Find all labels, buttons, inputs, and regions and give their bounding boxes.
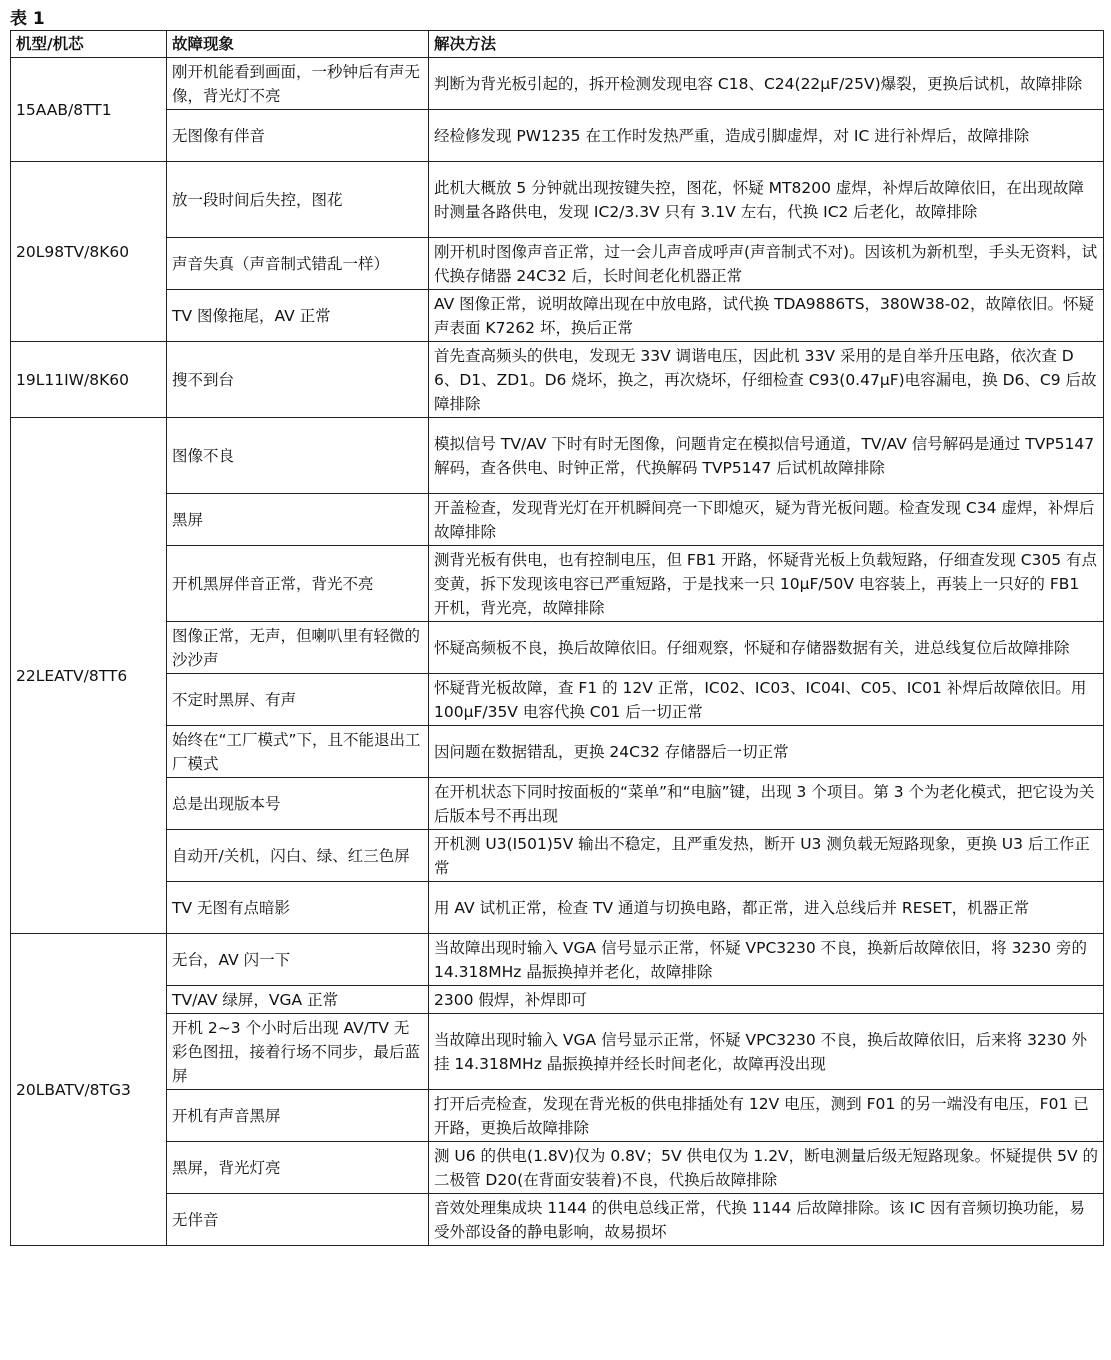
table-row bbox=[11, 622, 1104, 674]
solution-cell: 刚开机时图像声音正常，过一会儿声音成呼声(声音制式不对)。因该机为新机型，手头无资料，试代换存储器 24C32 后，长时间老化机器正常 bbox=[429, 238, 1104, 290]
symptom-cell: 刚开机能看到画面，一秒钟后有声无像，背光灯不亮 bbox=[167, 58, 429, 110]
symptom-cell: 开机有声音黑屏 bbox=[167, 1090, 429, 1142]
symptom-cell: 搜不到台 bbox=[167, 342, 429, 418]
table-row bbox=[11, 1142, 1104, 1194]
symptom-cell: TV 无图有点暗影 bbox=[167, 882, 429, 934]
solution-cell: AV 图像正常，说明故障出现在中放电路，试代换 TDA9886TS，380W38-02，故障依旧。怀疑声表面 K7262 坏，换后正常 bbox=[429, 290, 1104, 342]
solution-cell: 在开机状态下同时按面板的“菜单”和“电脑”键，出现 3 个项目。第 3 个为老化模式，把它设为关后版本号不再出现 bbox=[429, 778, 1104, 830]
table-row bbox=[11, 1014, 1104, 1090]
table-header-row bbox=[11, 31, 1104, 58]
solution-cell: 经检修发现 PW1235 在工作时发热严重，造成引脚虚焊，对 IC 进行补焊后，故障排除 bbox=[429, 110, 1104, 162]
symptom-cell: 始终在“工厂模式”下，且不能退出工厂模式 bbox=[167, 726, 429, 778]
header-solution: 解决方法 bbox=[429, 31, 1104, 58]
symptom-cell: 图像不良 bbox=[167, 418, 429, 494]
table-row bbox=[11, 830, 1104, 882]
solution-cell: 判断为背光板引起的，拆开检测发现电容 C18、C24(22μF/25V)爆裂，更换后试机，故障排除 bbox=[429, 58, 1104, 110]
fault-table bbox=[10, 30, 1104, 1246]
model-cell: 15AAB/8TT1 bbox=[11, 58, 167, 162]
header-model: 机型/机芯 bbox=[11, 31, 167, 58]
solution-cell: 用 AV 试机正常，检查 TV 通道与切换电路，都正常，进入总线后并 RESET，机器正常 bbox=[429, 882, 1104, 934]
header-symptom: 故障现象 bbox=[167, 31, 429, 58]
symptom-cell: 图像正常，无声，但喇叭里有轻微的沙沙声 bbox=[167, 622, 429, 674]
table-row bbox=[11, 882, 1104, 934]
table-row bbox=[11, 1194, 1104, 1246]
table-body bbox=[11, 58, 1104, 1246]
table-row bbox=[11, 674, 1104, 726]
solution-cell: 开盖检查，发现背光灯在开机瞬间亮一下即熄灭，疑为背光板问题。检查发现 C34 虚焊，补焊后故障排除 bbox=[429, 494, 1104, 546]
solution-cell: 开机测 U3(I501)5V 输出不稳定，且严重发热，断开 U3 测负载无短路现象，更换 U3 后工作正常 bbox=[429, 830, 1104, 882]
solution-cell: 测背光板有供电，也有控制电压，但 FB1 开路，怀疑背光板上负载短路，仔细查发现 C305 有点变黄，拆下发现该电容已严重短路，于是找来一只 10μF/50V 电容装上，再装上一只好的 FB1 开机，背光亮，故障排除 bbox=[429, 546, 1104, 622]
solution-cell: 模拟信号 TV/AV 下时有时无图像，问题肯定在模拟信号通道，TV/AV 信号解码是通过 TVP5147 解码，查各供电、时钟正常，代换解码 TVP5147 后试机故障排除 bbox=[429, 418, 1104, 494]
symptom-cell: 无图像有伴音 bbox=[167, 110, 429, 162]
symptom-cell: 自动开/关机，闪白、绿、红三色屏 bbox=[167, 830, 429, 882]
solution-cell: 当故障出现时输入 VGA 信号显示正常，怀疑 VPC3230 不良，换新后故障依旧，将 3230 旁的 14.318MHz 晶振换掉并老化，故障排除 bbox=[429, 934, 1104, 986]
table-row bbox=[11, 986, 1104, 1014]
symptom-cell: 黑屏 bbox=[167, 494, 429, 546]
solution-cell: 因问题在数据错乱，更换 24C32 存储器后一切正常 bbox=[429, 726, 1104, 778]
solution-cell: 2300 假焊，补焊即可 bbox=[429, 986, 1104, 1014]
table-row bbox=[11, 418, 1104, 494]
model-cell: 20L98TV/8K60 bbox=[11, 162, 167, 342]
solution-cell: 当故障出现时输入 VGA 信号显示正常，怀疑 VPC3230 不良，换后故障依旧，后来将 3230 外挂 14.318MHz 晶振换掉并经长时间老化，故障再没出现 bbox=[429, 1014, 1104, 1090]
symptom-cell: 开机 2~3 个小时后出现 AV/TV 无彩色图扭，接着行场不同步，最后蓝屏 bbox=[167, 1014, 429, 1090]
solution-cell: 首先查高频头的供电，发现无 33V 调谐电压，因此机 33V 采用的是自举升压电路，依次查 D6、D1、ZD1。D6 烧坏，换之，再次烧坏，仔细检查 C93(0.47μF)电容漏电，换 D6、C9 后故障排除 bbox=[429, 342, 1104, 418]
symptom-cell: TV 图像拖尾，AV 正常 bbox=[167, 290, 429, 342]
table-row bbox=[11, 238, 1104, 290]
table-row bbox=[11, 162, 1104, 238]
table-row bbox=[11, 1090, 1104, 1142]
table-row bbox=[11, 342, 1104, 418]
symptom-cell: 开机黑屏伴音正常，背光不亮 bbox=[167, 546, 429, 622]
symptom-cell: 声音失真（声音制式错乱一样） bbox=[167, 238, 429, 290]
solution-cell: 测 U6 的供电(1.8V)仅为 0.8V；5V 供电仅为 1.2V，断电测量后级无短路现象。怀疑提供 5V 的二极管 D20(在背面安装着)不良，代换后故障排除 bbox=[429, 1142, 1104, 1194]
table-row bbox=[11, 934, 1104, 986]
symptom-cell: 无伴音 bbox=[167, 1194, 429, 1246]
symptom-cell: 放一段时间后失控，图花 bbox=[167, 162, 429, 238]
solution-cell: 打开后壳检查，发现在背光板的供电排插处有 12V 电压，测到 F01 的另一端没有电压，F01 已开路，更换后故障排除 bbox=[429, 1090, 1104, 1142]
table-row bbox=[11, 290, 1104, 342]
table-caption: 表 1 bbox=[10, 9, 45, 29]
model-cell: 20LBATV/8TG3 bbox=[11, 934, 167, 1246]
model-cell: 22LEATV/8TT6 bbox=[11, 418, 167, 934]
solution-cell: 音效处理集成块 1144 的供电总线正常，代换 1144 后故障排除。该 IC 因有音频切换功能，易受外部设备的静电影响，故易损坏 bbox=[429, 1194, 1104, 1246]
table-row bbox=[11, 726, 1104, 778]
table-row bbox=[11, 494, 1104, 546]
symptom-cell: 总是出现版本号 bbox=[167, 778, 429, 830]
solution-cell: 怀疑高频板不良，换后故障依旧。仔细观察，怀疑和存储器数据有关，进总线复位后故障排除 bbox=[429, 622, 1104, 674]
symptom-cell: 不定时黑屏、有声 bbox=[167, 674, 429, 726]
table-row bbox=[11, 546, 1104, 622]
table-row bbox=[11, 778, 1104, 830]
solution-cell: 此机大概放 5 分钟就出现按键失控，图花，怀疑 MT8200 虚焊，补焊后故障依旧，在出现故障时测量各路供电，发现 IC2/3.3V 只有 3.1V 左右，代换 IC2 后老化，故障排除 bbox=[429, 162, 1104, 238]
table-row bbox=[11, 110, 1104, 162]
model-cell: 19L11IW/8K60 bbox=[11, 342, 167, 418]
symptom-cell: TV/AV 绿屏，VGA 正常 bbox=[167, 986, 429, 1014]
solution-cell: 怀疑背光板故障，查 F1 的 12V 正常，IC02、IC03、IC04I、C05、IC01 补焊后故障依旧。用 100μF/35V 电容代换 C01 后一切正常 bbox=[429, 674, 1104, 726]
symptom-cell: 无台，AV 闪一下 bbox=[167, 934, 429, 986]
symptom-cell: 黑屏，背光灯亮 bbox=[167, 1142, 429, 1194]
table-row bbox=[11, 58, 1104, 110]
